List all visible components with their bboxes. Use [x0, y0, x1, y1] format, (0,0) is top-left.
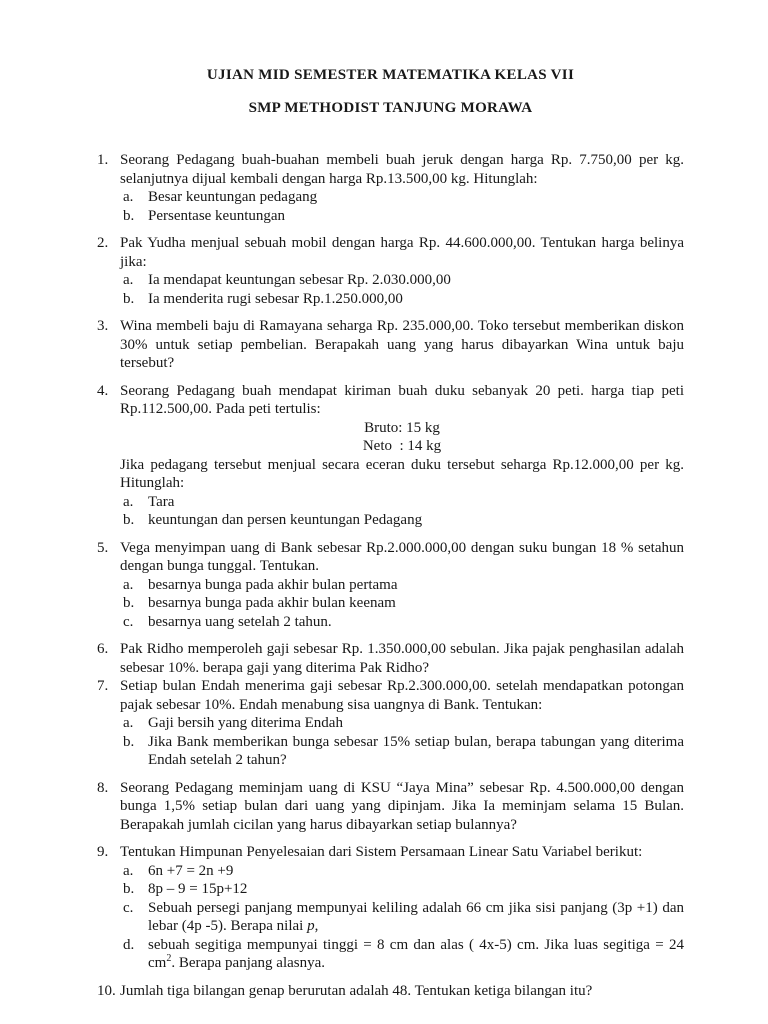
- sub-item-letter: b.: [123, 881, 135, 897]
- sub-item-text: [148, 936, 684, 973]
- sub-item-text: [148, 290, 684, 309]
- text-segment: besarnya uang setelah 2 tahun.: [148, 613, 332, 630]
- text-segment: Jika pedagang tersebut menjual secara eceran duku tersebut seharga Rp.12.000,00 per kg. Hitunglah:: [120, 456, 684, 491]
- question-body: [120, 539, 684, 632]
- sub-item-letter: a.: [123, 189, 134, 205]
- sub-item-text: [148, 271, 684, 290]
- text-segment: Sebuah persegi panjang mempunyai keliling adalah 66 cm jika sisi panjang (3p +1) dan lebar (4p -5). Berapa nilai: [148, 899, 684, 934]
- question-text: [120, 982, 684, 1001]
- question-number: 9.: [97, 844, 109, 860]
- question-list: [97, 151, 684, 1000]
- sub-item: [123, 880, 684, 899]
- sub-item: [123, 207, 684, 226]
- question-text: [120, 779, 684, 835]
- text-segment: Tentukan Himpunan Penyelesaian dari Sistem Persamaan Linear Satu Variabel berikut:: [120, 844, 643, 860]
- sub-item-text: [148, 511, 684, 530]
- sub-item: [123, 290, 684, 309]
- question-text: [120, 382, 684, 419]
- question-item: [97, 640, 684, 677]
- exam-title-line-1: UJIAN MID SEMESTER MATEMATIKA KELAS VII: [206, 67, 575, 83]
- question-number: 1.: [97, 152, 109, 168]
- sub-item-letter: a.: [123, 862, 134, 879]
- question-item: [97, 317, 684, 373]
- question-number: 8.: [97, 779, 109, 796]
- text-segment: keuntungan dan persen keuntungan Pedagang: [148, 512, 423, 528]
- question-number: 6.: [97, 641, 109, 657]
- question-number: 7.: [97, 678, 109, 694]
- question-body: [120, 779, 684, 835]
- text-segment: Pak Yudha menjual sebuah mobil dengan harga Rp. 44.600.000,00. Tentukan harga belinya jika:: [120, 235, 684, 270]
- sub-item-letter: a.: [123, 272, 134, 288]
- sub-item-letter: a.: [123, 715, 134, 731]
- text-segment: Wina membeli baju di Ramayana seharga Rp. 235.000,00. Toko tersebut memberikan diskon 30% untuk setiap pembelian. Berapakah uang yang harus dibayarkan Wina untuk baju tersebut?: [120, 318, 684, 371]
- document-content: [97, 66, 684, 1000]
- sub-item-letter: b.: [123, 512, 135, 528]
- sub-item-text: [148, 733, 684, 770]
- centered-note-line: Neto : 14 kg: [362, 438, 442, 454]
- text-segment: Besar keuntungan pedagang: [148, 189, 318, 205]
- sub-item-text: [148, 880, 684, 899]
- text-segment: Seorang Pedagang buah-buahan membeli buah jeruk dengan harga Rp. 7.750,00 per kg. selanjutnya dijual kembali dengan harga Rp.13.500,00 kg. Hitunglah:: [120, 152, 684, 187]
- question-body: [120, 382, 684, 530]
- question-item: [97, 982, 684, 1001]
- question-body: [120, 234, 684, 308]
- text-segment: Gaji bersih yang diterima Endah: [148, 715, 343, 731]
- question-item: [97, 677, 684, 770]
- question-body: [120, 151, 684, 225]
- question-text: [120, 843, 684, 862]
- sub-item-letter: a.: [123, 576, 134, 593]
- question-item: [97, 234, 684, 308]
- question-text: [120, 317, 684, 373]
- text-segment: Seorang Pedagang buah mendapat kiriman buah duku sebanyak 20 peti. harga tiap peti Rp.112.500,00. Pada peti tertulis:: [120, 382, 684, 417]
- sub-item: [123, 714, 684, 733]
- text-segment: Persentase keuntungan: [148, 207, 286, 224]
- sub-item-text: [148, 493, 684, 512]
- sub-item: [123, 271, 684, 290]
- sub-item-letter: d.: [123, 936, 135, 953]
- question-body: [120, 640, 684, 677]
- question-number: 4.: [97, 382, 109, 399]
- question-number: 3.: [97, 318, 109, 334]
- question-body: [120, 843, 684, 973]
- text-segment: Vega menyimpan uang di Bank sebesar Rp.2.000.000,00 dengan suku bungan 18 % setahun dengan bunga tunggal. Tentukan.: [120, 539, 684, 574]
- text-segment: 8p – 9 = 15p+12: [148, 881, 248, 897]
- sub-item: [123, 862, 684, 881]
- question-body: [120, 317, 684, 373]
- question-item: [97, 539, 684, 632]
- question-text: [120, 234, 684, 271]
- sub-item: [123, 511, 684, 530]
- text-segment: sebuah segitiga mempunyai tinggi = 8 cm dan alas ( 4x-5) cm. Jika luas segitiga = 24 cm: [148, 936, 684, 971]
- sub-item-letter: c.: [123, 899, 134, 916]
- sub-item-text: [148, 188, 684, 207]
- exam-title-line-2: SMP METHODIST TANJUNG MORAWA: [248, 100, 533, 116]
- question-text: [120, 151, 684, 188]
- sub-item-text: [148, 594, 684, 613]
- question-body: [120, 677, 684, 770]
- question-item: [97, 779, 684, 835]
- text-segment: Jumlah tiga bilangan genap berurutan adalah 48. Tentukan ketiga bilangan itu?: [120, 982, 593, 999]
- sub-item-text: [148, 207, 684, 226]
- sub-item: [123, 899, 684, 936]
- question-text: [120, 640, 684, 677]
- italic-text: p: [307, 918, 315, 934]
- sub-item-letter: b.: [123, 290, 135, 307]
- text-segment: 6n +7 = 2n +9: [148, 862, 234, 879]
- centered-note-line: Bruto: 15 kg: [364, 419, 440, 436]
- superscript-text: 2: [166, 953, 172, 964]
- sub-item: [123, 733, 684, 770]
- sub-item: [123, 493, 684, 512]
- sub-item: [123, 594, 684, 613]
- sub-item-letter: b.: [123, 733, 135, 750]
- sub-item-text: [148, 714, 684, 733]
- text-segment: besarnya bunga pada akhir bulan pertama: [148, 576, 398, 593]
- question-item: [97, 151, 684, 225]
- question-text: [120, 539, 684, 576]
- sub-item-letter: b.: [123, 207, 135, 224]
- sub-item-text: [148, 899, 684, 936]
- text-segment: besarnya bunga pada akhir bulan keenam: [148, 595, 396, 611]
- text-segment: Seorang Pedagang meminjam uang di KSU “Jaya Mina” sebesar Rp. 4.500.000,00 dengan bunga 1,5% setiap bulan dari uang yang dipinjam. Jika Ia meminjam selama 15 Bulan. Berapakah jumlah cicilan yang harus dibayarkan setiap bulannya?: [120, 779, 684, 833]
- sub-item-text: [148, 576, 684, 595]
- sub-item: [123, 936, 684, 973]
- sub-item-letter: a.: [123, 493, 134, 510]
- sub-item-text: [148, 613, 684, 632]
- question-tail-text: [120, 456, 684, 493]
- question-number: 2.: [97, 235, 109, 251]
- text-segment: Jika Bank memberikan bunga sebesar 15% setiap bulan, berapa tabungan yang diterima Endah setelah 2 tahun?: [148, 733, 684, 768]
- sub-item: [123, 613, 684, 632]
- question-text: [120, 677, 684, 714]
- text-segment: Setiap bulan Endah menerima gaji sebesar Rp.2.300.000,00. setelah mendapatkan potongan pajak sebesar 10%. Endah menabung sisa uangnya di Bank. Tentukan:: [120, 678, 684, 713]
- text-segment: Pak Ridho memperoleh gaji sebesar Rp. 1.350.000,00 sebulan. Jika pajak penghasilan adalah sebesar 10%. berapa gaji yang diterima Pak Ridho?: [120, 641, 684, 676]
- sub-item-letter: c.: [123, 613, 134, 630]
- text-segment: Tara: [148, 493, 175, 510]
- question-body: [120, 982, 684, 1001]
- sub-item: [123, 576, 684, 595]
- text-segment: Ia menderita rugi sebesar Rp.1.250.000,00: [148, 290, 403, 307]
- question-number: 5.: [97, 539, 109, 556]
- question-item: [97, 382, 684, 530]
- text-segment: ,: [314, 918, 319, 934]
- sub-item-letter: b.: [123, 595, 135, 611]
- sub-item-text: [148, 862, 684, 881]
- question-item: [97, 843, 684, 973]
- text-segment: Ia mendapat keuntungan sebesar Rp. 2.030.000,00: [148, 272, 451, 288]
- sub-item: [123, 188, 684, 207]
- text-segment: . Berapa panjang alasnya.: [171, 955, 326, 971]
- question-number: 10.: [97, 982, 116, 999]
